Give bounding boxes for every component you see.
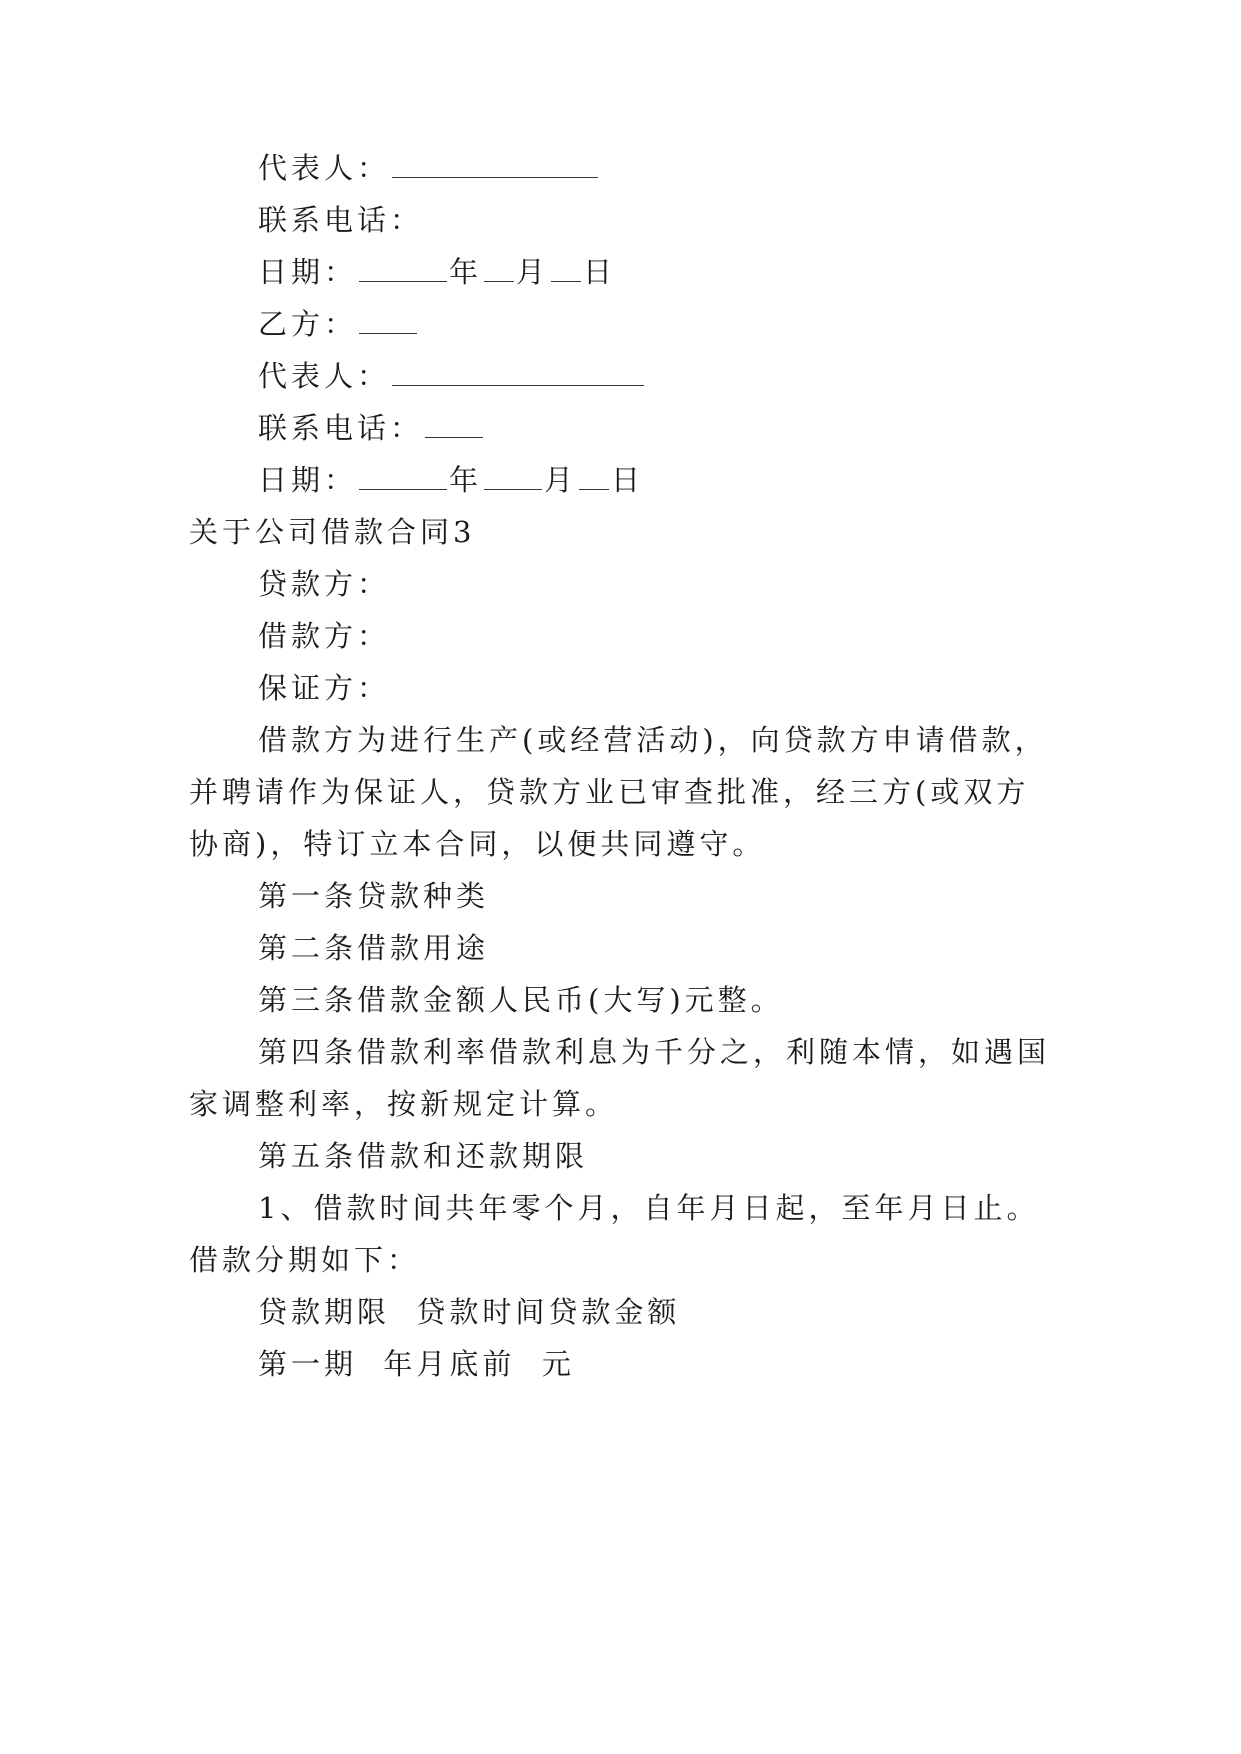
borrower-line: 借款方： xyxy=(258,619,391,653)
phone-line-a xyxy=(258,200,423,240)
month-blank xyxy=(484,465,542,490)
intro-paragraph-line-3: 协商)，特订立本合同，以便共同遵守。 xyxy=(189,827,766,861)
day-blank xyxy=(579,465,609,490)
representative-line-b xyxy=(258,356,646,396)
installment-table-header: 贷款期限 贷款时间贷款金额 xyxy=(258,1295,681,1329)
date-line-b xyxy=(258,460,644,500)
party-b-label: 乙方： xyxy=(258,307,358,341)
item-1-line-1: 1、借款时间共年零个月，自年月日起，至年月日止。 xyxy=(258,1191,1040,1225)
representative-blank xyxy=(392,361,644,386)
year-blank xyxy=(359,257,447,282)
day-label: 日 xyxy=(583,255,617,289)
representative-line-a xyxy=(258,148,600,188)
year-blank xyxy=(359,465,447,490)
representative-blank xyxy=(392,153,598,178)
date-label: 日期： xyxy=(258,463,358,497)
phone-blank xyxy=(425,413,483,438)
lender-line: 贷款方： xyxy=(258,567,391,601)
article-1: 第一条贷款种类 xyxy=(258,879,490,913)
month-label: 月 xyxy=(544,463,578,497)
article-3: 第三条借款金额人民币(大写)元整。 xyxy=(258,983,784,1017)
representative-label: 代表人： xyxy=(258,359,391,393)
intro-paragraph-line-1: 借款方为进行生产(或经营活动)，向贷款方申请借款， xyxy=(258,723,1048,757)
phone-label: 联系电话： xyxy=(258,411,424,445)
guarantor-line: 保证方： xyxy=(258,671,391,705)
month-blank xyxy=(484,257,514,282)
item-1-line-2: 借款分期如下： xyxy=(189,1243,421,1277)
article-2: 第二条借款用途 xyxy=(258,931,490,965)
month-label: 月 xyxy=(516,255,550,289)
day-label: 日 xyxy=(611,463,645,497)
date-label: 日期： xyxy=(258,255,358,289)
year-label: 年 xyxy=(449,463,483,497)
article-4-line-1: 第四条借款利率借款利息为千分之，利随本情，如遇国 xyxy=(258,1035,1051,1069)
article-5: 第五条借款和还款期限 xyxy=(258,1139,589,1173)
day-blank xyxy=(551,257,581,282)
phone-line-b xyxy=(258,408,485,448)
date-line-a xyxy=(258,252,616,292)
article-4-line-2: 家调整利率，按新规定计算。 xyxy=(189,1087,619,1121)
party-b-blank xyxy=(359,309,417,334)
contract-heading: 关于公司借款合同3 xyxy=(189,515,476,549)
year-label: 年 xyxy=(449,255,483,289)
party-b-line xyxy=(258,304,419,344)
installment-table-row-1: 第一期 年月底前 元 xyxy=(258,1347,575,1381)
phone-label: 联系电话： xyxy=(258,203,424,237)
representative-label: 代表人： xyxy=(258,151,391,185)
intro-paragraph-line-2: 并聘请作为保证人，贷款方业已审查批准，经三方(或双方 xyxy=(189,775,1030,809)
